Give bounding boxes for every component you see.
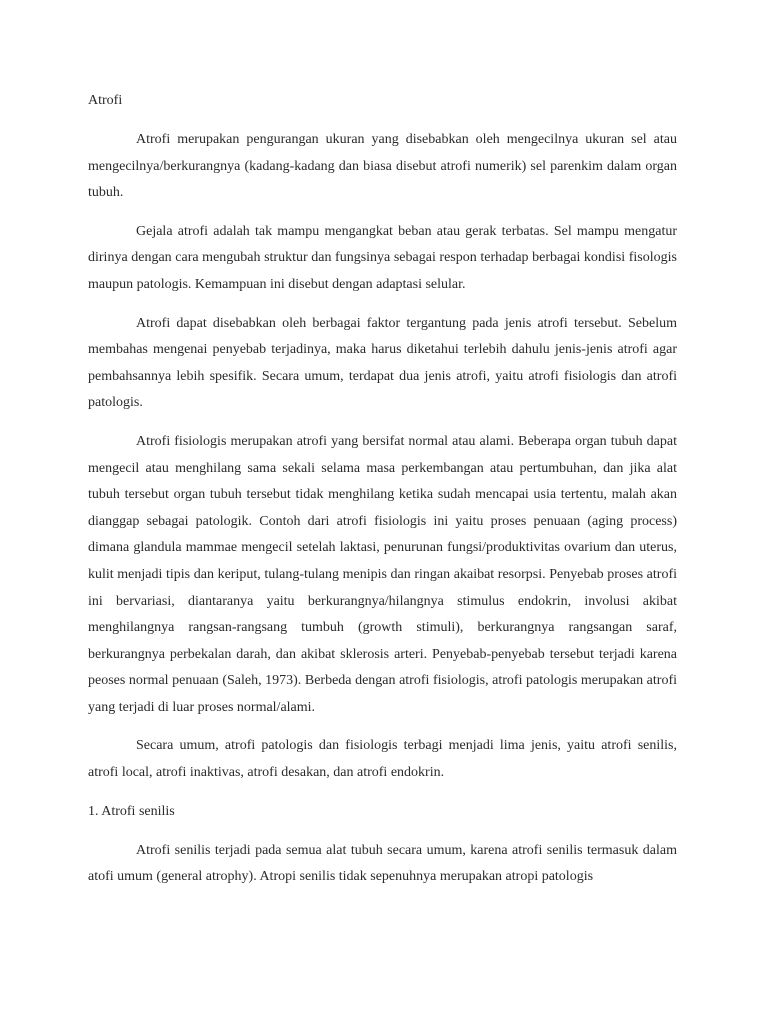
paragraph-physiological: Atrofi fisiologis merupakan atrofi yang bersifat normal atau alami. Beberapa organ tubuh dapat mengecil atau menghilang sama sekali selama masa perkembangan atau pertumbuhan, dan jika alat tubuh tersebut organ tubuh tersebut tidak menghilang ketika sudah mencapai usia tertentu, malah akan dianggap sebagai patologik. Contoh dari atrofi fisiologis ini yaitu proses penuaan (aging process) dimana glandula mammae mengecil setelah laktasi, penurunan fungsi/produktivitas ovarium dan uterus, kulit menjadi tipis dan keriput, tulang-tulang menipis dan ringan akaibat resorpsi. Penyebab proses atrofi ini bervariasi, diantaranya yaitu berkurangnya/hilangnya stimulus endokrin, involusi akibat menghilangnya rangsan-rangsang tumbuh (growth stimuli), berkurangnya rangsangan saraf, berkurangnya perbekalan darah, dan akibat sklerosis arteri. Penyebab-penyebab tersebut terjadi karena peoses normal penuaan (Saleh, 1973). Berbeda dengan atrofi fisiologis, atrofi patologis merupakan atrofi yang terjadi di luar proses normal/alami. [88,433,677,715]
paragraph-symptoms: Gejala atrofi adalah tak mampu mengangkat beban atau gerak terbatas. Sel mampu mengatur dirinya dengan cara mengubah struktur dan fungsinya sebagai respon terhadap berbagai kondisi fisologis maupun patologis. Kemampuan ini disebut dengan adaptasi selular. [88,223,677,292]
paragraph-types: Secara umum, atrofi patologis dan fisiologis terbagi menjadi lima jenis, yaitu atrofi senilis, atrofi local, atrofi inaktivas, atrofi desakan, dan atrofi endokrin. [88,738,677,781]
document-title: Atrofi [88,93,123,108]
paragraph-definition: Atrofi merupakan pengurangan ukuran yang disebabkan oleh mengecilnya ukuran sel atau mengecilnya/berkurangnya (kadang-kadang dan biasa disebut atrofi numerik) sel parenkim dalam organ tubuh. [88,132,677,201]
document-body [88,88,677,903]
paragraph-senilis: Atrofi senilis terjadi pada semua alat tubuh secara umum, karena atrofi senilis termasuk dalam atofi umum (general atrophy). Atropi senilis tidak sepenuhnya merupakan atropi patologis [88,842,677,885]
section-heading: 1. Atrofi senilis [88,803,175,819]
paragraph-causes: Atrofi dapat disebabkan oleh berbagai faktor tergantung pada jenis atrofi tersebut. Sebelum membahas mengenai penyebab terjadinya, maka harus diketahui terlebih dahulu jenis-jenis atrofi agar pembahsannya lebih spesifik. Secara umum, terdapat dua jenis atrofi, yaitu atrofi fisiologis dan atrofi patologis. [88,315,677,411]
